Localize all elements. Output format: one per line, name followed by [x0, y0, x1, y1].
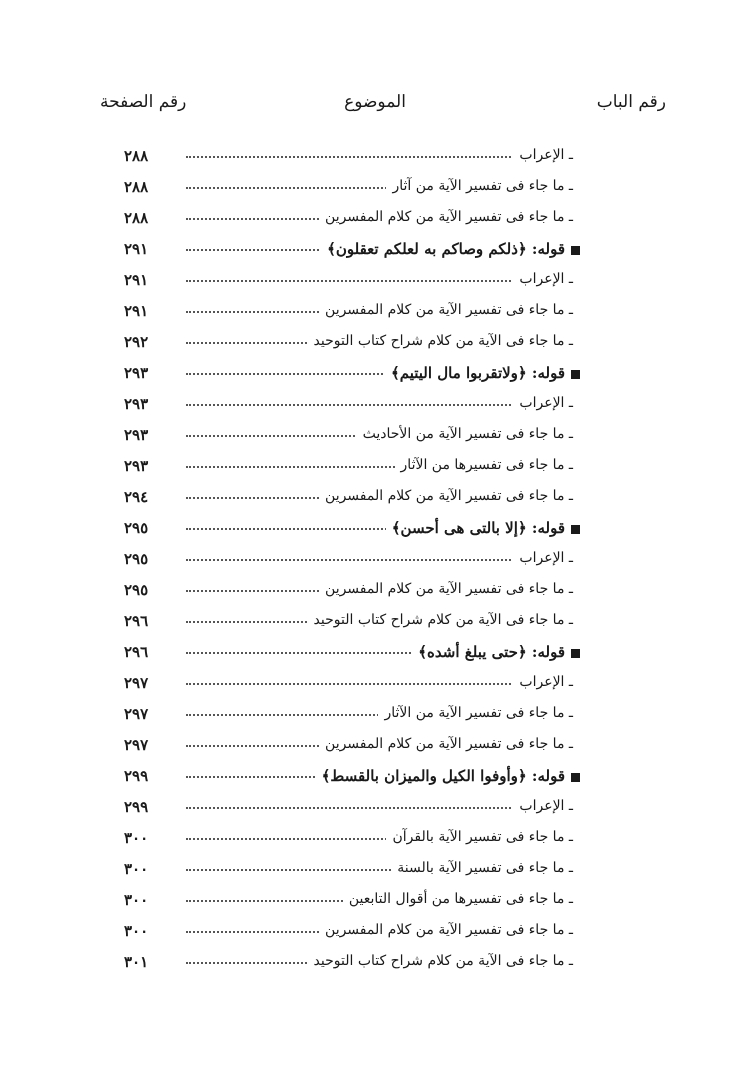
toc-heading-title	[412, 643, 580, 661]
toc-title-text: ـ ما جاء فى تفسير الآية من الآثار	[384, 705, 573, 721]
toc-title-text: ـ الإعراب	[519, 147, 573, 163]
toc-page-number: ٢٩٦	[124, 612, 149, 630]
toc-page-number: ٢٩٩	[124, 798, 149, 816]
toc-entry-row	[0, 484, 750, 515]
toc-page-number: ٢٩٧	[124, 705, 149, 723]
toc-entry-title	[513, 271, 573, 287]
toc-title-text: ـ ما جاء فى تفسير الآية من كلام المفسرين	[325, 581, 573, 597]
leader-dots	[186, 404, 570, 406]
toc-entry-row	[0, 577, 750, 608]
toc-entry-row	[0, 453, 750, 484]
toc-title-text: قوله: ﴿إلا بالتى هى أحسن﴾	[391, 519, 565, 537]
toc-page-number: ٢٩١	[124, 271, 149, 289]
toc-page-number: ٢٩٥	[124, 581, 149, 599]
toc-page-number: ٢٩١	[124, 240, 149, 258]
toc-page-number: ٢٩٣	[124, 395, 149, 413]
toc-entry-title	[513, 147, 573, 163]
toc-title-text: ـ ما جاء فى تفسير الآية من كلام المفسرين	[325, 736, 573, 752]
toc-title-text: ـ ما جاء فى الآية من كلام شراح كتاب التوحيد	[313, 333, 573, 349]
toc-page-number: ٢٩٩	[124, 767, 149, 785]
toc-list	[0, 143, 750, 980]
toc-page-number: ٢٩٣	[124, 426, 149, 444]
toc-entry-row	[0, 205, 750, 236]
toc-entry-title	[386, 829, 573, 845]
toc-title-text: ـ ما جاء فى الآية من كلام شراح كتاب التوحيد	[313, 953, 573, 969]
toc-heading-title	[385, 364, 580, 382]
toc-entry-title	[308, 333, 573, 349]
toc-title-text: قوله: ﴿حتى يبلغ أشده﴾	[418, 643, 565, 661]
header-page-number: رقم الصفحة	[100, 92, 187, 112]
toc-entry-title	[378, 705, 573, 721]
toc-page-number: ٢٨٨	[124, 147, 149, 165]
toc-title-text: قوله: ﴿ذلكم وصاكم به لعلكم تعقلون﴾	[327, 240, 565, 258]
toc-entry-row	[0, 608, 750, 639]
toc-page-number: ٢٩٥	[124, 550, 149, 568]
toc-heading-row	[0, 639, 750, 670]
toc-heading-title	[321, 240, 580, 258]
leader-dots	[186, 280, 570, 282]
toc-entry-title	[319, 736, 573, 752]
toc-header	[0, 92, 750, 122]
toc-entry-row	[0, 918, 750, 949]
square-bullet-icon	[571, 370, 580, 379]
toc-page-number: ٢٩٥	[124, 519, 149, 537]
toc-entry-title	[319, 302, 573, 318]
toc-page-number: ٢٩١	[124, 302, 149, 320]
toc-title-text: ـ ما جاء فى تفسير الآية من كلام المفسرين	[325, 922, 573, 938]
toc-title-text: قوله: ﴿وأوفوا الكيل والميزان بالقسط﴾	[321, 767, 565, 785]
toc-entry-row	[0, 732, 750, 763]
square-bullet-icon	[571, 773, 580, 782]
toc-title-text: ـ الإعراب	[519, 550, 573, 566]
toc-entry-title	[391, 860, 573, 876]
toc-entry-title	[357, 426, 573, 442]
toc-entry-row	[0, 701, 750, 732]
toc-page-number: ٣٠٠	[124, 922, 149, 940]
toc-heading-title	[386, 519, 580, 537]
toc-entry-title	[319, 488, 573, 504]
toc-entry-row	[0, 267, 750, 298]
toc-entry-title	[386, 178, 573, 194]
toc-title-text: ـ ما جاء فى تفسير الآية من كلام المفسرين	[325, 209, 573, 225]
leader-dots	[186, 559, 570, 561]
toc-page-number: ٣٠٠	[124, 860, 149, 878]
toc-page-number: ٢٩٣	[124, 364, 149, 382]
toc-entry-title	[513, 674, 573, 690]
toc-title-text: ـ ما جاء فى تفسير الآية بالسنة	[397, 860, 573, 876]
toc-entry-row	[0, 298, 750, 329]
toc-title-text: ـ الإعراب	[519, 271, 573, 287]
toc-heading-row	[0, 360, 750, 391]
toc-entry-row	[0, 143, 750, 174]
toc-page-number: ٢٩٢	[124, 333, 149, 351]
toc-entry-row	[0, 329, 750, 360]
toc-entry-title	[513, 395, 573, 411]
square-bullet-icon	[571, 649, 580, 658]
toc-title-text: ـ ما جاء فى تفسير الآية من الأحاديث	[362, 426, 573, 442]
toc-title-text: ـ ما جاء فى تفسيرها من أقوال التابعين	[348, 891, 573, 907]
toc-page-number: ٢٩٧	[124, 736, 149, 754]
toc-title-text: ـ ما جاء فى تفسيرها من الآثار	[400, 457, 573, 473]
toc-entry-title	[308, 953, 573, 969]
toc-entry-row	[0, 887, 750, 918]
toc-entry-row	[0, 825, 750, 856]
toc-title-text: ـ الإعراب	[519, 798, 573, 814]
toc-heading-row	[0, 236, 750, 267]
header-topic: الموضوع	[344, 92, 406, 112]
toc-entry-title	[308, 612, 573, 628]
toc-heading-row	[0, 763, 750, 794]
toc-entry-title	[343, 891, 573, 907]
toc-entry-row	[0, 546, 750, 577]
toc-title-text: قوله: ﴿ولاتقربوا مال اليتيم﴾	[390, 364, 565, 382]
toc-entry-row	[0, 391, 750, 422]
toc-title-text: ـ ما جاء فى تفسير الآية من كلام المفسرين	[325, 302, 573, 318]
toc-page-number: ٢٩٤	[124, 488, 149, 506]
toc-page-number: ٣٠٠	[124, 891, 149, 909]
toc-heading-title	[316, 767, 580, 785]
square-bullet-icon	[571, 525, 580, 534]
toc-page-number: ٢٩٦	[124, 643, 149, 661]
toc-entry-title	[395, 457, 573, 473]
toc-page-number: ٢٩٧	[124, 674, 149, 692]
toc-title-text: ـ الإعراب	[519, 674, 573, 690]
toc-entry-row	[0, 422, 750, 453]
toc-page-number: ٢٨٨	[124, 178, 149, 196]
toc-entry-title	[513, 550, 573, 566]
toc-entry-title	[319, 581, 573, 597]
toc-page-number: ٣٠٠	[124, 829, 149, 847]
toc-page-number: ٢٩٣	[124, 457, 149, 475]
toc-title-text: ـ ما جاء فى تفسير الآية من كلام المفسرين	[325, 488, 573, 504]
square-bullet-icon	[571, 246, 580, 255]
toc-entry-row	[0, 949, 750, 980]
leader-dots	[186, 807, 570, 809]
toc-entry-row	[0, 856, 750, 887]
toc-page-number: ٣٠١	[124, 953, 149, 971]
toc-page-number: ٢٨٨	[124, 209, 149, 227]
toc-heading-row	[0, 515, 750, 546]
toc-entry-title	[319, 922, 573, 938]
leader-dots	[186, 156, 570, 158]
toc-title-text: ـ الإعراب	[519, 395, 573, 411]
header-chapter-number: رقم الباب	[596, 92, 666, 112]
toc-entry-row	[0, 794, 750, 825]
toc-entry-row	[0, 174, 750, 205]
toc-title-text: ـ ما جاء فى الآية من كلام شراح كتاب التوحيد	[313, 612, 573, 628]
toc-title-text: ـ ما جاء فى تفسير الآية من آثار	[392, 178, 573, 194]
toc-title-text: ـ ما جاء فى تفسير الآية بالقرآن	[392, 829, 573, 845]
toc-entry-title	[319, 209, 573, 225]
toc-entry-title	[513, 798, 573, 814]
leader-dots	[186, 683, 570, 685]
toc-entry-row	[0, 670, 750, 701]
